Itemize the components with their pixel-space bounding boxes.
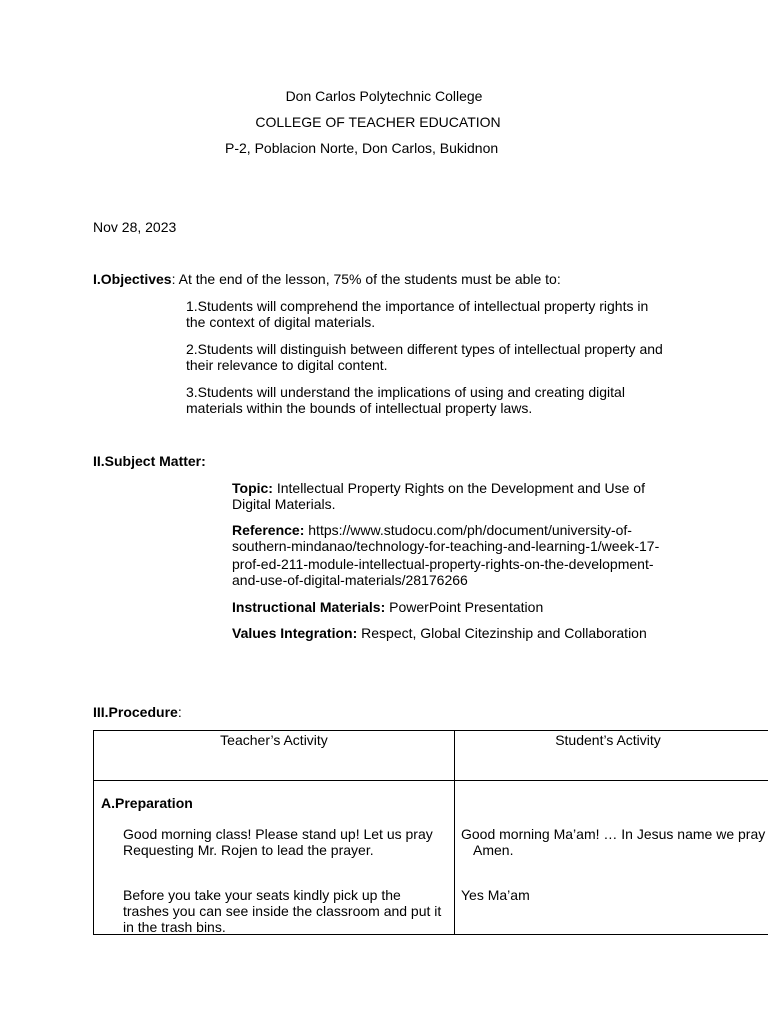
reference-line-3: prof-ed-211-module-intellectual-property-rights-on-the-development-: [232, 556, 654, 572]
topic-label: Topic:: [232, 480, 273, 496]
objectives-heading: [93, 271, 561, 287]
teacher-activity-2-line-2: trashes you can see inside the classroom and put it: [123, 903, 442, 919]
values-label: Values Integration:: [232, 625, 358, 641]
section-preparation: A.Preparation: [101, 795, 193, 811]
objectives-label: I.Objectives: [93, 271, 172, 287]
table-row: [94, 781, 768, 935]
reference-line-4: and-use-of-digital-materials/28176266: [232, 572, 468, 588]
objectives-intro: : At the end of the lesson, 75% of the students must be able to:: [171, 271, 561, 287]
school-name: Don Carlos Polytechnic College: [285, 88, 483, 104]
teacher-activity-2-line-3: in the trash bins.: [123, 919, 226, 935]
values-integration: [232, 625, 647, 641]
procedure-table: [93, 730, 768, 935]
topic-line-1: [232, 480, 645, 496]
objective-1-line-2: the context of digital materials.: [186, 314, 376, 330]
reference-value: https://www.studocu.com/ph/document/university-of-: [304, 522, 632, 538]
teacher-activity-cell: [94, 781, 455, 935]
subject-matter-heading: II.Subject Matter:: [93, 453, 206, 469]
school-address: P-2, Poblacion Norte, Don Carlos, Bukidnon: [225, 140, 499, 156]
teacher-activity-header: [94, 731, 455, 781]
materials-value: PowerPoint Presentation: [385, 599, 544, 615]
student-activity-header-text: Student’s Activity: [555, 732, 661, 748]
lesson-date: Nov 28, 2023: [93, 219, 177, 235]
instructional-materials: [232, 599, 543, 615]
reference-label: Reference:: [232, 522, 305, 538]
teacher-activity-1-line-2: Requesting Mr. Rojen to lead the prayer.: [123, 842, 374, 858]
objective-2-line-2: their relevance to digital content.: [186, 357, 388, 373]
student-activity-header: [455, 731, 768, 781]
teacher-activity-header-text: Teacher’s Activity: [220, 732, 328, 748]
materials-label: Instructional Materials:: [232, 599, 386, 615]
student-activity-2: Yes Ma’am: [461, 887, 530, 903]
objective-1-line-1: 1.Students will comprehend the importance of intellectual property rights in: [186, 298, 649, 314]
procedure-colon: :: [177, 704, 182, 720]
objective-3-line-2: materials within the bounds of intellectual property laws.: [186, 400, 533, 416]
student-activity-1-line-1: Good morning Ma’am! … In Jesus name we pray: [461, 826, 766, 842]
student-activity-cell: [455, 781, 768, 935]
teacher-activity-2-line-1: Before you take your seats kindly pick up the: [123, 887, 401, 903]
procedure-heading: [93, 704, 182, 720]
teacher-activity-1-line-1: Good morning class! Please stand up! Let us pray: [123, 826, 433, 842]
reference-line-1: [232, 522, 632, 538]
topic-value: Intellectual Property Rights on the Development and Use of: [272, 480, 645, 496]
student-activity-1-line-2: Amen.: [473, 842, 514, 858]
table-header-row: [94, 731, 768, 781]
values-value: Respect, Global Citezinship and Collaboration: [357, 625, 647, 641]
procedure-label: III.Procedure: [93, 704, 178, 720]
reference-line-2: southern-mindanao/technology-for-teaching-and-learning-1/week-17-: [232, 538, 660, 554]
topic-line-2: Digital Materials.: [232, 496, 336, 512]
objective-3-line-1: 3.Students will understand the implications of using and creating digital: [186, 384, 625, 400]
objective-2-line-1: 2.Students will distinguish between different types of intellectual property and: [186, 341, 663, 357]
college-name: COLLEGE OF TEACHER EDUCATION: [255, 114, 501, 130]
